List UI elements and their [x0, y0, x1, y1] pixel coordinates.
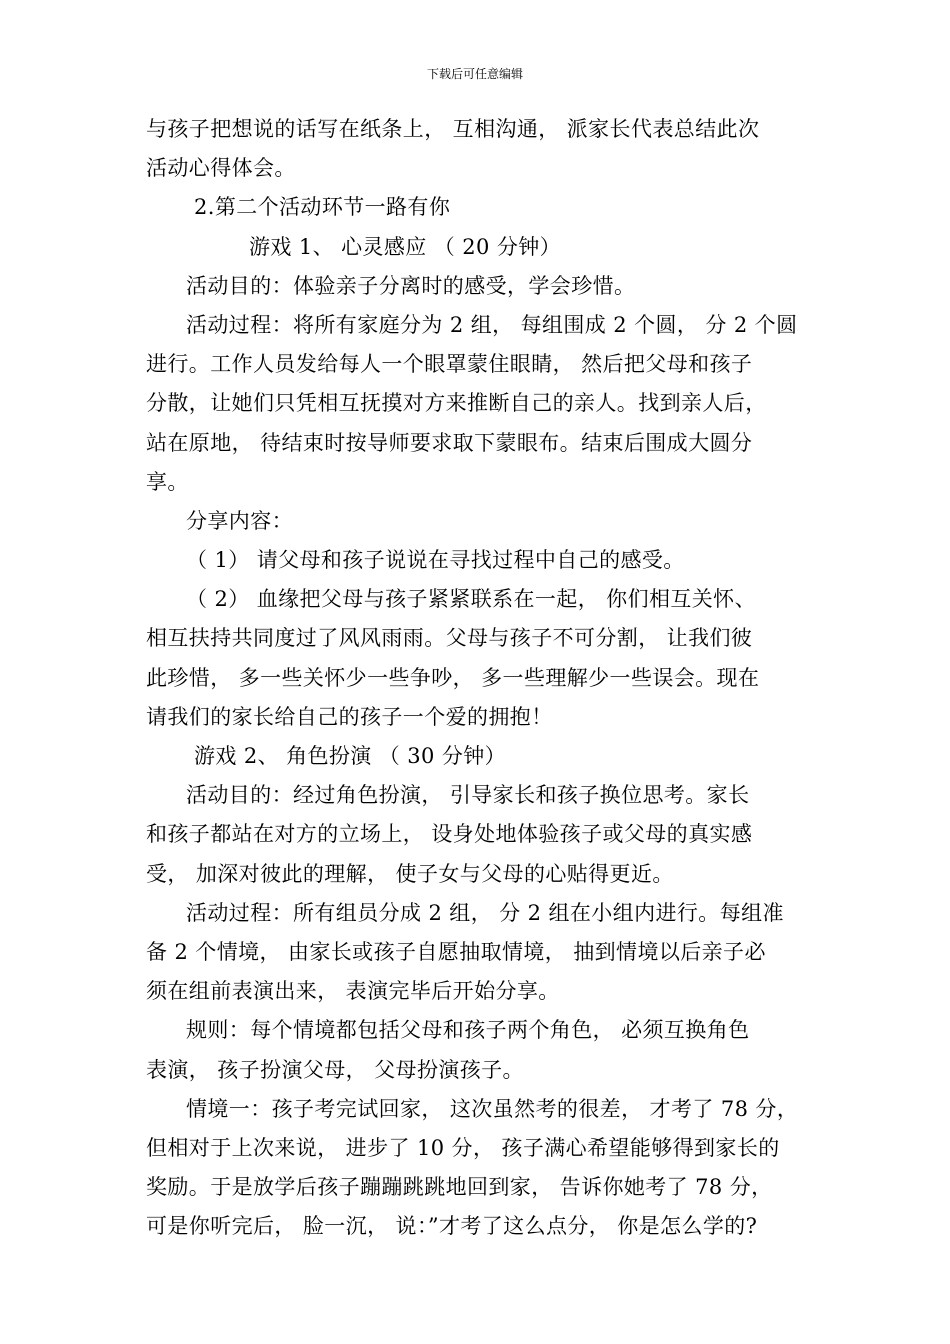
text-line: 须在组前表演出来， 表演完毕后开始分享。: [146, 979, 560, 1004]
text-line: 请我们的家长给自己的孩子一个爱的拥抱！: [146, 704, 553, 729]
list-item: （ 2） 血缘把父母与孩子紧紧联系在一起， 你们相互关怀、: [186, 587, 756, 612]
game-heading: 游戏 1、 心灵感应 （ 20 分钟）: [249, 234, 562, 259]
text-line: 进行。工作人员发给每人一个眼罩蒙住眼睛， 然后把父母和孩子: [146, 352, 753, 377]
text-line: 此珍惜， 多一些关怀少一些争吵， 多一些理解少一些误会。现在: [146, 665, 760, 690]
text-line: 表演， 孩子扮演父母， 父母扮演孩子。: [146, 1057, 524, 1082]
text-line: 活动目的：体验亲子分离时的感受，学会珍惜。: [186, 273, 636, 298]
text-line: 站在原地， 待结束时按导师要求取下蒙眼布。结束后围成大圆分: [146, 430, 753, 455]
section-heading: 2.第二个活动环节一路有你: [194, 195, 451, 220]
text-line: 备 2 个情境， 由家长或孩子自愿抽取情境， 抽到情境以后亲子必: [146, 939, 766, 964]
text-line: 活动过程：将所有家庭分为 2 组， 每组围成 2 个圆， 分 2 个圆: [186, 312, 798, 337]
text-line: 活动心得体会。: [146, 156, 296, 181]
document-body: [146, 110, 810, 1246]
text-line: 活动目的：经过角色扮演， 引导家长和孩子换位思考。家长: [186, 783, 750, 808]
text-line: 规则：每个情境都包括父母和孩子两个角色， 必须互换角色: [186, 1018, 750, 1043]
text-line: 受， 加深对彼此的理解， 使子女与父母的心贴得更近。: [146, 861, 674, 886]
text-line: 分散，让她们只凭相互抚摸对方来推断自己的亲人。找到亲人后，: [146, 391, 767, 416]
text-line: 情境一：孩子考完试回家， 这次虽然考的很差， 才考了 78 分，: [186, 1096, 799, 1121]
text-line: 奖励。于是放学后孩子蹦蹦跳跳地回到家， 告诉你她考了 78 分，: [146, 1175, 773, 1200]
text-line: 和孩子都站在对方的立场上， 设身处地体验孩子或父母的真实感: [146, 822, 753, 847]
text-line: 分享内容：: [186, 508, 293, 533]
list-item: （ 1） 请父母和孩子说说在寻找过程中自己的感受。: [186, 548, 685, 573]
text-line: 相互扶持共同度过了风风雨雨。父母与孩子不可分割， 让我们彼: [146, 626, 753, 651]
text-line: 但相对于上次来说， 进步了 10 分， 孩子满心希望能够得到家长的: [146, 1135, 780, 1160]
text-line: 与孩子把想说的话写在纸条上， 互相沟通， 派家长代表总结此次: [146, 117, 760, 141]
game-heading: 游戏 2、 角色扮演 （ 30 分钟）: [194, 744, 507, 768]
text-line: 可是你听完后， 脸一沉， 说：”才考了这么点分， 你是怎么学的?: [146, 1214, 758, 1239]
text-line: 活动过程：所有组员分成 2 组， 分 2 组在小组内进行。每组准: [186, 900, 784, 925]
page-header: 下载后可任意编辑: [426, 67, 523, 81]
text-line: 享。: [146, 469, 189, 494]
